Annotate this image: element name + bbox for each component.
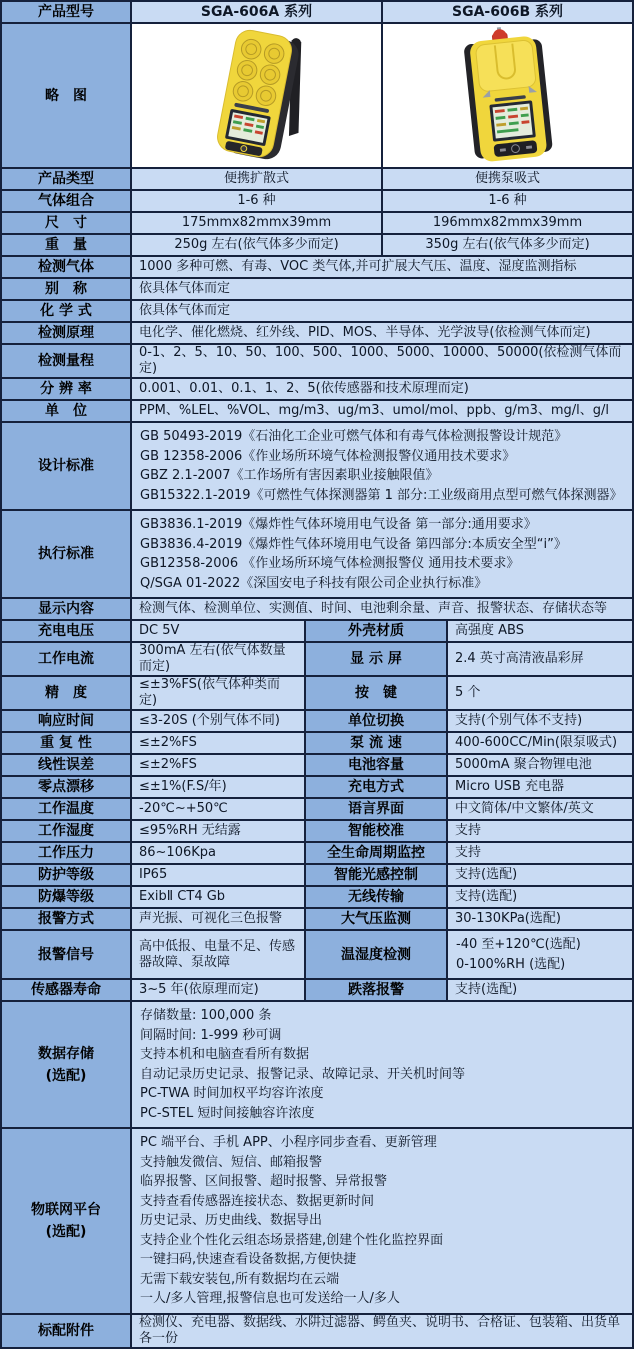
row-label: 检测量程 xyxy=(2,345,130,377)
row-label: 传感器寿命 xyxy=(2,980,130,1000)
row-value: ≤±1%(F.S/年) xyxy=(132,777,304,797)
row-value: 0.001、0.01、0.1、1、2、5(依传感器和技术原理而定) xyxy=(132,379,632,399)
row-label: 工作电流 xyxy=(2,643,130,675)
row-value: ≤95%RH 无结露 xyxy=(132,821,304,841)
row-value: 0-1、2、5、10、50、100、500、1000、5000、10000、50000(依检测气体而定) xyxy=(132,345,632,377)
row-value-multiline xyxy=(132,511,632,597)
row-label: 重 量 xyxy=(2,235,130,255)
sga-606b-device-photo xyxy=(383,24,632,167)
row-value-b: 1-6 种 xyxy=(383,191,632,211)
row-label: 气体组合 xyxy=(2,191,130,211)
row-value: 高强度 ABS xyxy=(448,621,632,641)
row-value: 5 个 xyxy=(448,677,632,709)
row-value: 3~5 年(依原理而定) xyxy=(132,980,304,1000)
pump-detector-illustration xyxy=(430,26,586,166)
row-value: 5000mA 聚合物锂电池 xyxy=(448,755,632,775)
row-value: 检测气体、检测单位、实测值、时间、电池剩余量、声音、报警状态、存储状态等 xyxy=(132,599,632,619)
iot-platform-value-line: 支持查看传感器连接状态、数据更新时间 xyxy=(140,1193,375,1209)
row-value-b: 350g 左右(依气体多少而定) xyxy=(383,235,632,255)
row-label: 零点漂移 xyxy=(2,777,130,797)
header-series-b: SGA-606B 系列 xyxy=(383,2,632,22)
section-model-header xyxy=(2,2,632,255)
iot-platform-value xyxy=(132,1129,632,1313)
row-value-multiline-line: GB 12358-2006《作业场所环境气体检测报警仪通用技术要求》 xyxy=(140,448,516,464)
row-label: 重 复 性 xyxy=(2,733,130,753)
row-label: 单 位 xyxy=(2,401,130,421)
row-label: 显示内容 xyxy=(2,599,130,619)
row-label: 大气压监测 xyxy=(306,909,446,929)
data-storage-value xyxy=(132,1002,632,1127)
row-label: 外壳材质 xyxy=(306,621,446,641)
row-value-multiline-line: GB3836.4-2019《爆炸性气体环境用电气设备 第四部分:本质安全型“i”》 xyxy=(140,536,567,552)
row-value: ≤±2%FS xyxy=(132,733,304,753)
row-label: 化 学 式 xyxy=(2,301,130,321)
row-label: 防护等级 xyxy=(2,865,130,885)
sga-606a-device-photo xyxy=(132,24,381,167)
row-value-multiline-line: Q/SGA 01-2022《深国安电子科技有限公司企业执行标准》 xyxy=(140,575,488,591)
row-value-multiline-line: -40 至+120℃(选配) xyxy=(456,937,581,952)
row-label: 报警信号 xyxy=(2,931,130,978)
row-label: 智能光感控制 xyxy=(306,865,446,885)
row-value: 声光振、可视化三色报警 xyxy=(132,909,304,929)
row-value: 86~106Kpa xyxy=(132,843,304,863)
diffusion-detector-illustration xyxy=(179,26,335,166)
row-value-multiline-line: 0-100%RH (选配) xyxy=(456,956,566,972)
row-label: 别 称 xyxy=(2,279,130,299)
row-label: 智能校准 xyxy=(306,821,446,841)
row-label: 跌落报警 xyxy=(306,980,446,1000)
row-label: 尺 寸 xyxy=(2,213,130,233)
row-value: 支持(个别气体不支持) xyxy=(448,711,632,731)
row-label: 泵 流 速 xyxy=(306,733,446,753)
section-options xyxy=(2,1002,632,1347)
iot-platform-value-line: PC 端平台、手机 APP、小程序同步查看、更新管理 xyxy=(140,1135,437,1150)
row-value: 1000 多种可燃、有毒、VOC 类气体,并可扩展大气压、温度、湿度监测指标 xyxy=(132,257,632,277)
row-label: 报警方式 xyxy=(2,909,130,929)
row-value-multiline xyxy=(132,423,632,509)
row-value: 300mA 左右(依气体数量而定) xyxy=(132,643,304,675)
row-label: 精 度 xyxy=(2,677,130,709)
row-value-b: 196mmx82mmx39mm xyxy=(383,213,632,233)
iot-platform-value-line: 临界报警、区间报警、超时报警、异常报警 xyxy=(140,1174,388,1189)
section-general-specs xyxy=(2,257,632,619)
row-value: 400-600CC/Min(限泵吸式) xyxy=(448,733,632,753)
row-value: Micro USB 充电器 xyxy=(448,777,632,797)
row-value-multiline xyxy=(448,931,632,978)
sketch-label: 略 图 xyxy=(2,24,130,167)
row-label: 检测气体 xyxy=(2,257,130,277)
row-value: 中文简体/中文繁体/英文 xyxy=(448,799,632,819)
data-storage-value-line: 存储数量: 100,000 条 xyxy=(140,1008,272,1023)
row-label: 电池容量 xyxy=(306,755,446,775)
row-value-multiline-line: GB15322.1-2019《可燃性气体探测器第 1 部分:工业级商用点型可燃气体探测器》 xyxy=(140,487,623,503)
iot-platform-value-line: 支持企业个性化云组态场景搭建,创建个性化监控界面 xyxy=(140,1232,444,1248)
row-label: 工作湿度 xyxy=(2,821,130,841)
row-label: 工作温度 xyxy=(2,799,130,819)
row-value-a: 250g 左右(依气体多少而定) xyxy=(132,235,381,255)
iot-platform-label-line: (选配) xyxy=(45,1223,87,1240)
row-value: ≤±2%FS xyxy=(132,755,304,775)
row-value-multiline-line: GB12358-2006 《作业场所环境气体检测报警仪 通用技术要求》 xyxy=(140,556,520,571)
row-value: 支持(选配) xyxy=(448,980,632,1000)
section-detail-specs xyxy=(2,621,632,1000)
row-label: 分 辨 率 xyxy=(2,379,130,399)
row-label: 语言界面 xyxy=(306,799,446,819)
data-storage-label xyxy=(2,1002,130,1127)
row-value: 30-130KPa(选配) xyxy=(448,909,632,929)
row-value: 支持 xyxy=(448,821,632,841)
row-label: 充电电压 xyxy=(2,621,130,641)
row-value: 支持(选配) xyxy=(448,865,632,885)
row-value: ≤±3%FS(依气体种类而定) xyxy=(132,677,304,709)
row-label: 线性误差 xyxy=(2,755,130,775)
row-label: 单位切换 xyxy=(306,711,446,731)
row-label: 工作压力 xyxy=(2,843,130,863)
row-value: 依具体气体而定 xyxy=(132,301,632,321)
row-label: 充电方式 xyxy=(306,777,446,797)
row-value: -20℃~+50℃ xyxy=(132,799,304,819)
data-storage-label-line: 数据存储 xyxy=(38,1045,94,1062)
iot-platform-value-line: 历史记录、历史曲线、数据导出 xyxy=(140,1213,323,1228)
row-value: PPM、%LEL、%VOL、mg/m3、ug/m3、umol/mol、ppb、g/m3、mg/l、g/l xyxy=(132,401,632,421)
row-value: IP65 xyxy=(132,865,304,885)
row-value: DC 5V xyxy=(132,621,304,641)
row-value: ≤3-20S (个别气体不同) xyxy=(132,711,304,731)
row-label: 响应时间 xyxy=(2,711,130,731)
row-value: ExibⅡ CT4 Gb xyxy=(132,887,304,907)
iot-platform-label-line: 物联网平台 xyxy=(31,1201,101,1218)
row-label: 按 键 xyxy=(306,677,446,709)
iot-platform-value-line: 支持触发微信、短信、邮箱报警 xyxy=(140,1154,323,1170)
row-value: 2.4 英寸高清液晶彩屏 xyxy=(448,643,632,675)
row-label: 设计标准 xyxy=(2,423,130,509)
header-product-model: 产品型号 xyxy=(2,2,130,22)
row-value-multiline-line: GB 50493-2019《石油化工企业可燃气体和有毒气体检测报警设计规范》 xyxy=(140,429,568,444)
accessories-label: 标配附件 xyxy=(2,1315,130,1347)
row-value: 支持(选配) xyxy=(448,887,632,907)
row-label: 防爆等级 xyxy=(2,887,130,907)
iot-platform-value-line: 一人/多人管理,报警信息也可发送给一人/多人 xyxy=(140,1291,400,1306)
data-storage-value-line: 支持本机和电脑查看所有数据 xyxy=(140,1047,310,1062)
row-value-b: 便携泵吸式 xyxy=(383,169,632,189)
data-storage-value-line: PC-STEL 短时间接触容许浓度 xyxy=(140,1105,315,1121)
row-value: 支持 xyxy=(448,843,632,863)
row-value: 依具体气体而定 xyxy=(132,279,632,299)
row-value-a: 175mmx82mmx39mm xyxy=(132,213,381,233)
row-label: 无线传输 xyxy=(306,887,446,907)
data-storage-label-line: (选配) xyxy=(45,1067,87,1084)
row-value: 高中低报、电量不足、传感器故障、泵故障 xyxy=(132,931,304,978)
header-series-a: SGA-606A 系列 xyxy=(132,2,381,22)
row-value: 电化学、催化燃烧、红外线、PID、MOS、半导体、光学波导(依检测气体而定) xyxy=(132,323,632,343)
row-label: 显 示 屏 xyxy=(306,643,446,675)
accessories-value: 检测仪、充电器、数据线、水阱过滤器、鳄鱼夹、说明书、合格证、包装箱、出货单各一份 xyxy=(132,1315,632,1347)
row-label: 执行标准 xyxy=(2,511,130,597)
data-storage-value-line: 间隔时间: 1-999 秒可调 xyxy=(140,1027,282,1043)
iot-platform-value-line: 无需下载安装包,所有数据均在云端 xyxy=(140,1271,340,1287)
row-label: 检测原理 xyxy=(2,323,130,343)
row-value-a: 便携扩散式 xyxy=(132,169,381,189)
iot-platform-label xyxy=(2,1129,130,1313)
row-label: 温湿度检测 xyxy=(306,931,446,978)
row-value-a: 1-6 种 xyxy=(132,191,381,211)
data-storage-value-line: 自动记录历史记录、报警记录、故障记录、开关机时间等 xyxy=(140,1066,466,1082)
row-label: 全生命周期监控 xyxy=(306,843,446,863)
iot-platform-value-line: 一键扫码,快速查看设备数据,方便快捷 xyxy=(140,1252,357,1267)
row-value-multiline-line: GBZ 2.1-2007《工作场所有害因素职业接触限值》 xyxy=(140,468,439,483)
data-storage-value-line: PC-TWA 时间加权平均容许浓度 xyxy=(140,1086,324,1101)
row-value-multiline-line: GB3836.1-2019《爆炸性气体环境用电气设备 第一部分:通用要求》 xyxy=(140,517,537,532)
row-label: 产品类型 xyxy=(2,169,130,189)
